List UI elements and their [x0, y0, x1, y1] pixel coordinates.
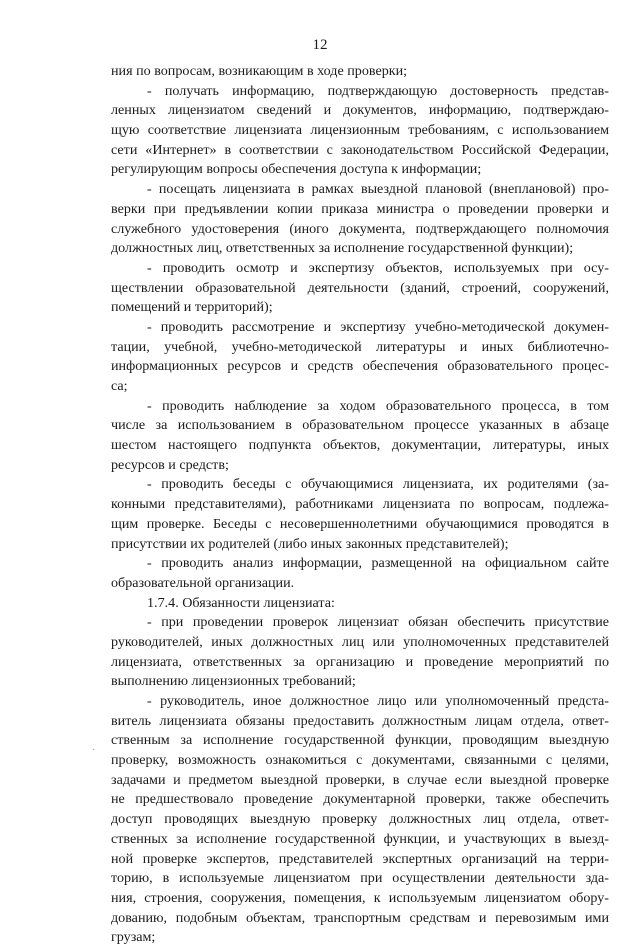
text-line: руководителей, иных должностных лиц или уполномоченных представителей	[111, 633, 609, 650]
text-line: образовательной организации.	[111, 574, 295, 591]
text-line: - проводить осмотр и экспертизу объектов, используемых при осу-	[147, 259, 609, 276]
text-line: задачами и предметом выездной проверки, в случае если выездной проверке	[111, 771, 609, 788]
page-number: 12	[312, 37, 328, 53]
text-line: - получать информацию, подтверждающую достоверность представ-	[147, 82, 609, 99]
text-line: ственных за исполнение государственной функции, и участвующих в выезд-	[111, 830, 609, 847]
text-line: - руководитель, иное должностное лицо или уполномоченный предста-	[147, 693, 609, 709]
text-line: - проводить анализ информации, размещенной на официальном сайте	[147, 555, 609, 572]
text-line: не предшествовало проведение документарной проверки, также обеспечить	[111, 791, 609, 808]
text-line: ной проверке экспертов, представителей экспертных организаций на терри-	[111, 850, 609, 867]
text-line: щим проверке. Беседы с несовершеннолетними обучающимися проводятся в	[111, 515, 609, 532]
text-line: - посещать лицензиата в рамках выездной плановой (внеплановой) про-	[147, 181, 609, 198]
text-line: ния по вопросам, возникающим в ходе проверки;	[111, 63, 408, 79]
text-line: ленных лицензиатом сведений и документов, информацию, подтверждаю-	[111, 102, 609, 119]
text-line: доступ проводящих выездную проверку должностных лиц отдела, ответ-	[111, 811, 609, 828]
text-line: витель лицензиата обязаны предоставить должностным лицам отдела, ответ-	[111, 712, 609, 729]
text-line: лицензиата, ответственных за организацию и проведение мероприятий по	[111, 653, 609, 670]
text-line: щую соответствие лицензиата лицензионным требованиям, с использованием	[111, 122, 609, 139]
text-line: присутствии их родителей (либо иных законных представителей);	[111, 535, 509, 552]
text-line: должностных лиц, ответственных за исполнение государственной функции);	[111, 240, 574, 257]
text-line: шестом настоящего подпункта объектов, документации, литературы, иных	[111, 437, 609, 454]
text-line: ственным за исполнение государственной функции, проводящим выездную	[111, 732, 609, 749]
text-line: тации, учебной, учебно-методической литературы и иных библиотечно-	[111, 338, 609, 355]
text-line: ния, строения, сооружения, помещения, к используемым лицензиатом обору-	[111, 889, 609, 906]
text-line: торию, в используемые лицензиатом при осуществлении деятельности зда-	[111, 870, 609, 887]
text-line: информационных ресурсов и средств обеспечения образовательного процес-	[111, 358, 609, 375]
text-line: числе за использованием в образовательном процессе указанных в абзаце	[111, 417, 609, 434]
text-line: грузам;	[111, 929, 156, 946]
text-line: са;	[111, 378, 128, 394]
text-line: - проводить наблюдение за ходом образовательного процесса, в том	[147, 397, 609, 414]
text-line: - при проведении проверок лицензиат обязан обеспечить присутствие	[147, 614, 609, 631]
text-line: 1.7.4. Обязанности лицензиата:	[147, 594, 335, 611]
text-line: конными представителями), работниками лицензиата по вопросам, подлежа-	[111, 496, 609, 513]
text-line: ресурсов и средств;	[111, 456, 229, 473]
text-line: проверку, возможность ознакомиться с документами, связанными с целями,	[111, 752, 609, 769]
text-line: помещений и территорий);	[111, 299, 273, 316]
margin-mark: ·	[92, 745, 96, 756]
text-line: - проводить рассмотрение и экспертизу учебно-методической докумен-	[147, 318, 609, 335]
text-line: регулирующим вопросы обеспечения доступа к информации;	[111, 161, 482, 178]
document-body	[111, 62, 609, 948]
text-line: ществлении образовательной деятельности (зданий, строений, сооружений,	[111, 279, 609, 296]
text-line: служебного удостоверения (иного документа, подтверждающего полномочия	[111, 220, 609, 237]
text-line: - проводить беседы с обучающимися лицензиата, их родителями (за-	[147, 476, 609, 493]
text-line: дованию, подобным объектам, транспортным средствам и перевозимым ими	[111, 909, 609, 926]
text-line: выполнению лицензионных требований;	[111, 673, 356, 690]
text-line: верки при предъявлении копии приказа министра о проведении проверки и	[111, 200, 609, 217]
text-line: сети «Интернет» в соответствии с законодательством Российской Федерации,	[111, 141, 609, 158]
